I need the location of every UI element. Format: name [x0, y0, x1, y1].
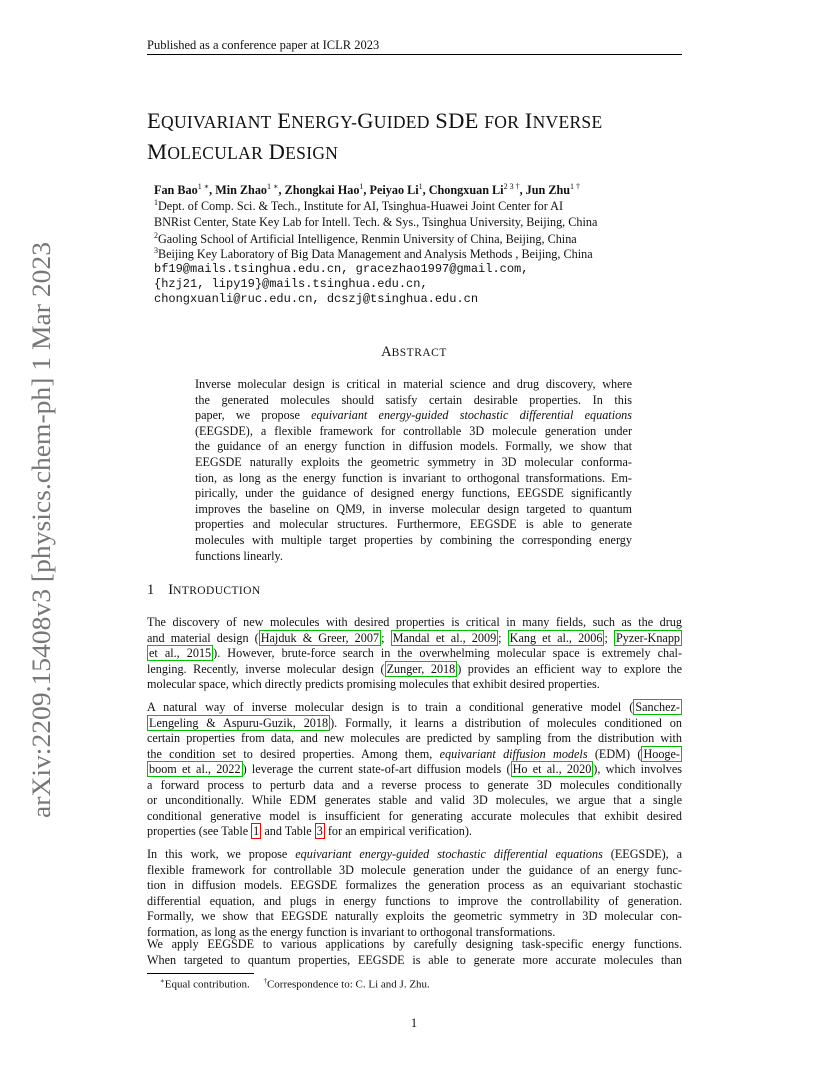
author-sup: 1 ∗	[197, 182, 210, 191]
body-line: conditional generative model is insufficient for generating accurate molecules that exhibit desired	[147, 808, 682, 823]
citation-link[interactable]: Mandal et al., 2009	[392, 630, 497, 645]
citation-link[interactable]: Sanchez-	[635, 700, 680, 714]
body-text: A natural way of inverse molecular design is to train a conditional generative model (	[147, 700, 634, 714]
body-text: lenging. Recently, inverse molecular design (	[147, 661, 385, 676]
title-word: E	[277, 108, 292, 133]
title-word: SDE	[435, 108, 479, 133]
body-text: ) leverage the current state-of-art diffusion models (	[242, 762, 511, 776]
author-name: Zhongkai Hao	[284, 183, 360, 198]
author-sup: 1 ∗	[267, 182, 279, 191]
body-text: and material design (	[147, 630, 259, 645]
abstract-text: paper, we propose	[195, 408, 312, 423]
author-sep: ,	[422, 183, 429, 198]
body-text: ), which involves	[593, 762, 682, 776]
section-heading-rest: NTRODUCTION	[173, 585, 261, 597]
abstract-line: Inverse molecular design is critical in material science and drug discovery, where	[195, 377, 632, 391]
affiliation-1-line-2: BNRist Center, State Key Lab for Intell. Tech. & Sys., Tsinghua University, Beijing, China	[154, 215, 598, 229]
page-number: 1	[410, 1016, 418, 1030]
title-line-1	[147, 106, 707, 137]
table-ref-link[interactable]: 3	[316, 824, 323, 838]
title-word: QUIVARIANT	[161, 112, 272, 132]
author-sep: ,	[209, 183, 216, 198]
arxiv-identifier-svg	[6, 240, 66, 820]
section-heading-introduction	[147, 582, 261, 599]
citation-sep: ;	[604, 630, 614, 645]
affiliation-text: Gaoling School of Artificial Intelligence, Renmin University of China, Beijing, China	[158, 232, 577, 247]
title-word: OLECULAR	[167, 143, 264, 163]
body-text: for an empirical verification).	[324, 824, 472, 838]
author-sep: ,	[519, 183, 526, 198]
table-ref-link[interactable]: 1	[253, 824, 260, 838]
body-line	[147, 646, 682, 661]
author-name: Peiyao Li	[369, 183, 419, 198]
author-name: Fan Bao	[154, 183, 198, 198]
title-word: NVERSE	[532, 112, 603, 132]
title-word: E	[147, 108, 162, 133]
body-line: certain properties from data, and new molecules are predicted by sampling from the distribution with	[147, 731, 682, 745]
body-line	[147, 700, 682, 715]
abstract-line: the generated molecules should satisfy certain desirable properties. In this	[195, 392, 632, 407]
citation-link[interactable]: Zunger, 2018	[386, 661, 456, 676]
abstract-line: functions linearly.	[195, 548, 283, 563]
author-sup: 1	[359, 182, 364, 191]
body-line: Formally, we show that EEGSDE naturally exploits the geometric symmetry in 3D molecular con-	[147, 909, 682, 923]
arxiv-identifier	[6, 240, 66, 820]
body-emphasis: equivariant energy-guided stochastic differential equations	[295, 847, 603, 861]
body-text: properties (see Table	[147, 824, 252, 838]
author-sup: 2 3 †	[503, 182, 520, 191]
body-line: flexible framework for controllable 3D molecule generation under the guidance of an energy func-	[147, 862, 682, 877]
title-word: G	[357, 108, 374, 133]
footnote-text: Equal contribution.	[164, 978, 250, 991]
title-word: I	[524, 108, 533, 133]
title-word: M	[147, 139, 168, 164]
title-word: D	[268, 139, 286, 164]
author-sep: ,	[278, 183, 285, 198]
body-line: or unconditionally. While EDM generates stable and valid 3D molecules, we argue that a single	[147, 793, 682, 807]
body-line	[147, 847, 682, 862]
body-text: (EDM) (	[587, 746, 642, 761]
body-text: (EEGSDE), a	[602, 847, 682, 861]
body-text: In this work, we propose	[147, 847, 296, 861]
title-word: FOR	[484, 112, 520, 132]
body-line	[147, 824, 682, 839]
abstract-heading	[0, 344, 828, 361]
citation-sep: ;	[381, 630, 391, 645]
abstract-heading-rest: BSTRACT	[391, 347, 447, 359]
citation-link[interactable]: Hooge-	[643, 746, 680, 761]
author-sep: ,	[363, 183, 370, 198]
citation-link[interactable]: boom et al., 2022	[149, 762, 241, 776]
title-line-2	[147, 137, 707, 168]
footnote	[160, 977, 430, 991]
body-emphasis: equivariant diffusion models	[439, 746, 588, 761]
abstract-emphasis: equivariant energy-guided stochastic differential equations	[311, 408, 633, 423]
body-line: molecular space, which directly predicts promising molecules that exhibit desired properties.	[147, 677, 600, 691]
footnote-sup: †	[263, 977, 267, 985]
body-line: differential equation, and plugs in energy functions to improve the controllability of generation.	[147, 893, 682, 908]
body-line: tion in diffusion models. EEGSDE formalizes the generation process as an equivariant stochastic	[147, 878, 682, 892]
body-text: ) provides an efficient way to explore the	[457, 661, 682, 676]
body-line	[147, 716, 682, 731]
citation-link[interactable]: Pyzer-Knapp	[615, 630, 681, 645]
body-line: We apply EEGSDE to various applications by carefully designing task-specific energy functions.	[147, 937, 682, 951]
email-line-1: bf19@mails.tsinghua.edu.cn, gracezhao1997@gmail.com,	[154, 262, 529, 276]
author-list	[154, 182, 714, 198]
affiliation-text: Dept. of Comp. Sci. & Tech., Institute for AI, Tsinghua-Huawei Joint Center for AI	[158, 199, 564, 214]
title-word: UIDED	[373, 112, 430, 132]
citation-link[interactable]: et al., 2015	[149, 646, 212, 660]
citation-link[interactable]: Ho et al., 2020	[512, 762, 592, 776]
body-text: the condition set to desired properties. Among them,	[147, 746, 440, 761]
author-name: Jun Zhu	[525, 183, 571, 198]
author-name: Chongxuan Li	[428, 183, 504, 198]
section-heading-initial: I	[168, 582, 174, 598]
abstract-line: EEGSDE naturally exploits the geometric symmetry in 3D molecular conforma-	[195, 455, 632, 469]
body-line	[147, 631, 682, 646]
affiliation-sup: 3	[154, 246, 158, 255]
abstract-line: improves the baseline on QM9, in inverse molecular design targeted to quantum	[195, 501, 632, 516]
abstract-line	[195, 408, 632, 424]
body-line	[147, 762, 682, 777]
running-header: Published as a conference paper at ICLR 2023	[147, 38, 380, 52]
citation-link[interactable]: Hajduk & Greer, 2007	[260, 630, 380, 645]
footnote-rule	[147, 973, 254, 974]
body-text: ). Formally, it learns a distribution of molecules conditioned on	[330, 715, 682, 730]
paper-title	[147, 106, 707, 168]
affiliation-sup: 1	[154, 198, 158, 207]
arxiv-identifier-text: arXiv:2209.15408v3 [physics.chem-ph] 1 Mar 2023	[27, 274, 56, 818]
abstract-line: properties and molecular structures. Furthermore, EEGSDE is able to generate	[195, 517, 632, 532]
affiliation-sup: 2	[154, 231, 158, 240]
body-line: a forward process to perturb data and a reverse process to generate 3D molecules conditionally	[147, 777, 682, 792]
abstract-line: pirically, under the guidance of designed energy functions, EEGSDE significantly	[195, 486, 632, 501]
header-rule	[147, 54, 682, 55]
body-line: The discovery of new molecules with desired properties is critical in many fields, such as the drug	[147, 615, 682, 629]
abstract-line: (EEGSDE), a flexible framework for controllable 3D molecule generation under	[195, 423, 632, 438]
title-word: NERGY	[291, 112, 352, 132]
affiliation-1-line-1	[154, 198, 563, 214]
author-sup: 1	[418, 182, 423, 191]
body-text: and Table	[261, 824, 315, 838]
citation-sep: ;	[498, 630, 508, 645]
section-number: 1	[147, 582, 155, 598]
author-sup: 1 †	[570, 182, 581, 191]
abstract-line: the guidance of an energy function in diffusion models. Formally, we show that	[195, 439, 632, 454]
footnote-sup: ∗	[160, 977, 165, 985]
body-line: formation, as long as the energy function is invariant to orthogonal transformations.	[147, 924, 556, 939]
abstract-heading-initial: A	[381, 344, 392, 360]
citation-link[interactable]: Kang et al., 2006	[509, 630, 603, 645]
body-line: When targeted to quantum properties, EEGSDE is able to generate more accurate molecules than	[147, 952, 682, 967]
title-word: ESIGN	[285, 143, 339, 163]
affiliation-3	[154, 246, 593, 262]
body-line	[147, 662, 682, 677]
abstract-line: molecules with multiple target properties by combining the corresponding energy	[195, 533, 632, 547]
body-line	[147, 747, 682, 762]
body-text: ). However, brute-force search in the overwhelming molecular space is extremely chal-	[213, 646, 683, 660]
abstract-line: tion, as long as the energy function is invariant to orthogonal transformations. Em-	[195, 470, 632, 485]
affiliation-2	[154, 231, 577, 247]
author-name: Min Zhao	[215, 183, 268, 198]
email-line-2: {hzj21, lipy19}@mails.tsinghua.edu.cn,	[154, 277, 428, 291]
title-word: -	[351, 112, 358, 132]
citation-link[interactable]: Lengeling & Aspuru-Guzik, 2018	[149, 715, 329, 730]
footnote-text: Correspondence to: C. Li and J. Zhu.	[266, 978, 430, 991]
affiliation-text: Beijing Key Laboratory of Big Data Management and Analysis Methods , Beijing, China	[158, 247, 593, 262]
email-line-3: chongxuanli@ruc.edu.cn, dcszj@tsinghua.edu.cn	[154, 292, 479, 306]
